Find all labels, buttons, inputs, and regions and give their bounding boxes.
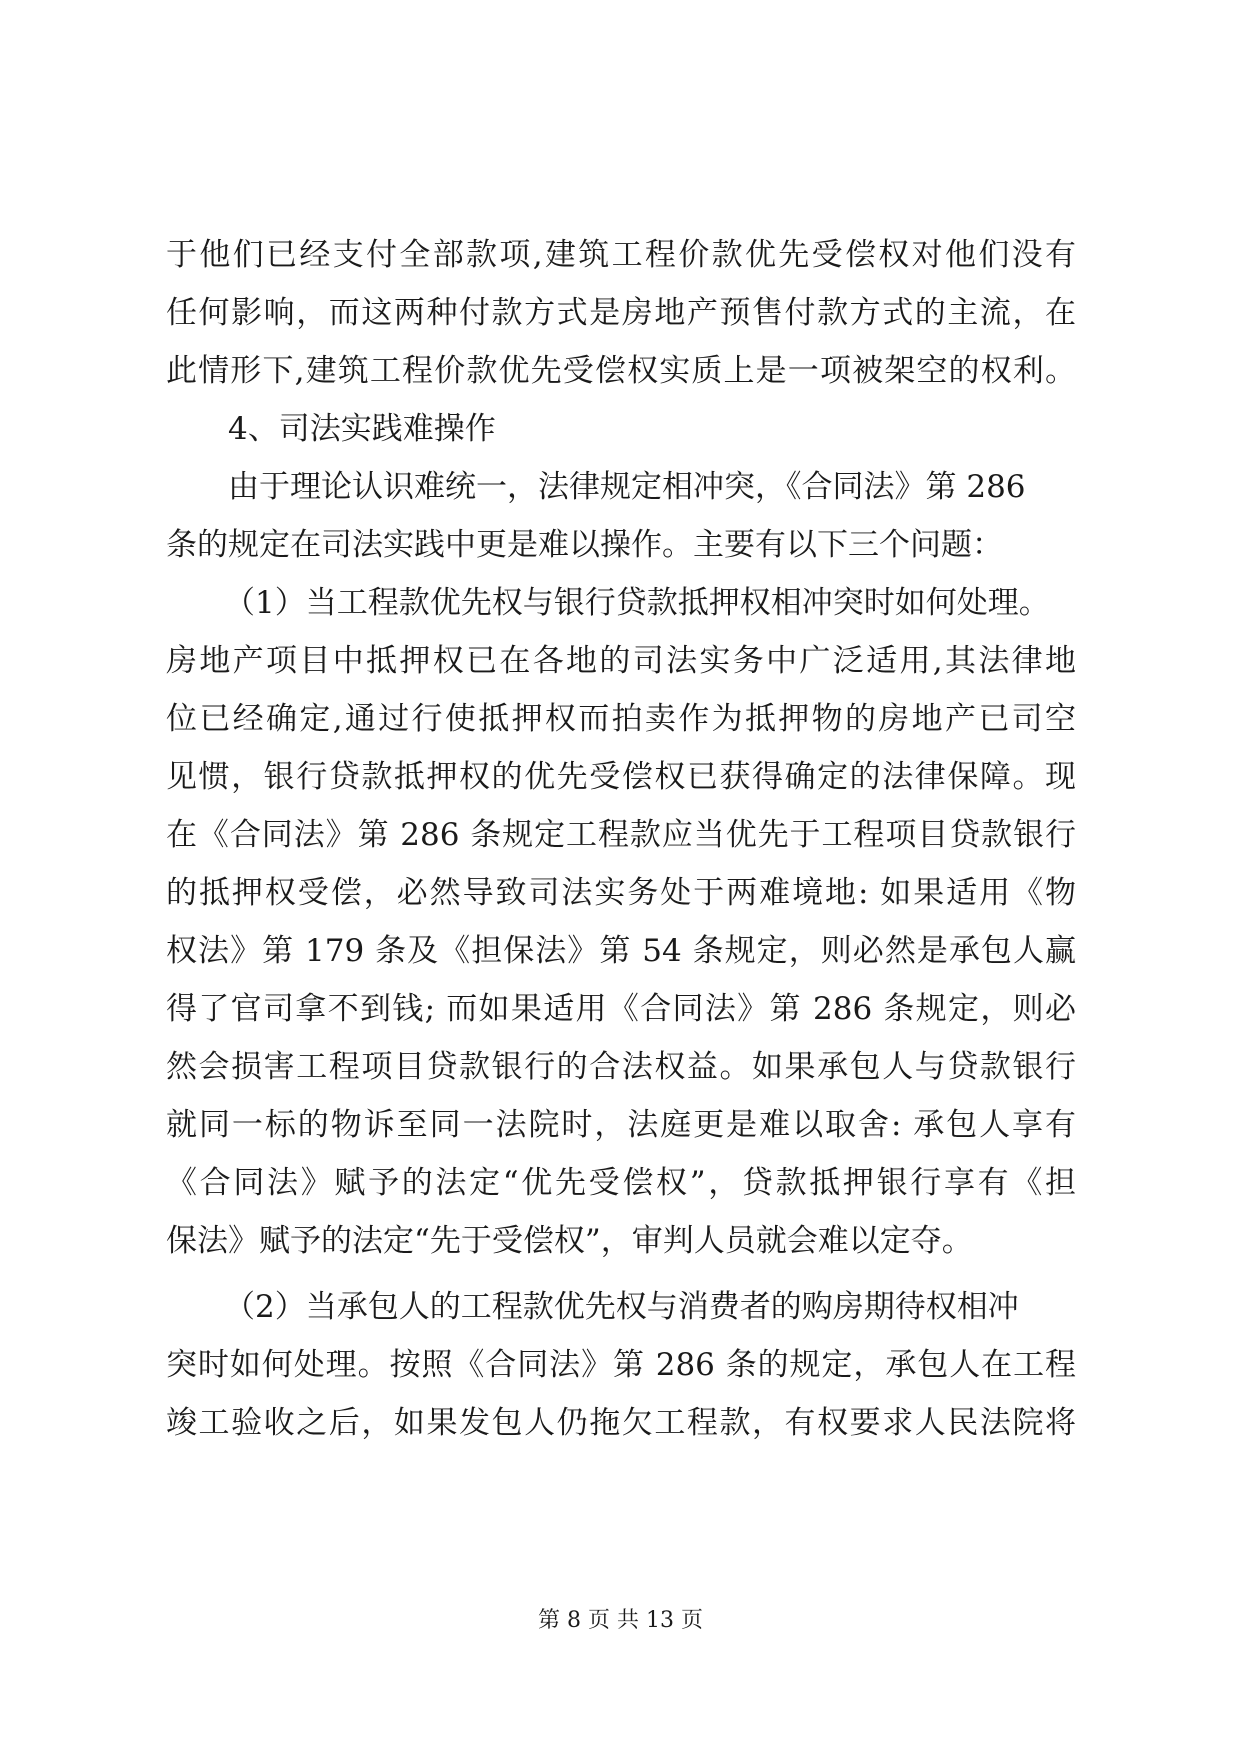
text-line: 在《合同法》第 286 条规定工程款应当优先于工程项目贷款银行 xyxy=(166,817,1076,853)
text-line: 此情形下,建筑工程价款优先受偿权实质上是一项被架空的权利。 xyxy=(166,353,1076,389)
text-line: 权法》第 179 条及《担保法》第 54 条规定，则必然是承包人赢 xyxy=(166,933,1076,969)
text-line: 位已经确定,通过行使抵押权而拍卖作为抵押物的房地产已司空 xyxy=(166,701,1076,737)
text-line: 的抵押权受偿，必然导致司法实务处于两难境地: 如果适用《物 xyxy=(166,875,1076,911)
text-line: 得了官司拿不到钱; 而如果适用《合同法》第 286 条规定，则必 xyxy=(166,991,1076,1027)
text-line: （1）当工程款优先权与银行贷款抵押权相冲突时如何处理。 xyxy=(224,585,1050,621)
text-line: 于他们已经支付全部款项,建筑工程价款优先受偿权对他们没有 xyxy=(166,237,1076,273)
text-line: 房地产项目中抵押权已在各地的司法实务中广泛适用,其法律地 xyxy=(166,643,1076,679)
text-line: 突时如何处理。按照《合同法》第 286 条的规定，承包人在工程 xyxy=(166,1347,1076,1383)
text-line: 任何影响，而这两种付款方式是房地产预售付款方式的主流，在 xyxy=(166,295,1076,331)
page-footer: 第 8 页 共 13 页 xyxy=(538,1608,703,1633)
body-text xyxy=(166,226,1076,1452)
text-line: 保法》赋予的法定“先于受偿权”，审判人员就会难以定夺。 xyxy=(166,1223,973,1259)
text-line: 就同一标的物诉至同一法院时，法庭更是难以取舍: 承包人享有 xyxy=(166,1107,1076,1143)
text-line: 然会损害工程项目贷款银行的合法权益。如果承包人与贷款银行 xyxy=(166,1049,1076,1085)
text-line: 见惯，银行贷款抵押权的优先受偿权已获得确定的法律保障。现 xyxy=(166,759,1076,795)
text-line: 条的规定在司法实践中更是难以操作。主要有以下三个问题： xyxy=(166,527,1003,563)
text-line: （2）当承包人的工程款优先权与消费者的购房期待权相冲 xyxy=(224,1289,1019,1325)
paragraph-gap xyxy=(166,1270,1076,1278)
text-line: 由于理论认识难统一，法律规定相冲突，《合同法》第 286 xyxy=(228,469,1026,505)
text-line: 竣工验收之后，如果发包人仍拖欠工程款，有权要求人民法院将 xyxy=(166,1405,1076,1441)
text-line: 《合同法》赋予的法定“优先受偿权”，贷款抵押银行享有《担 xyxy=(166,1165,1076,1201)
section-heading: 4、司法实践难操作 xyxy=(228,411,496,447)
